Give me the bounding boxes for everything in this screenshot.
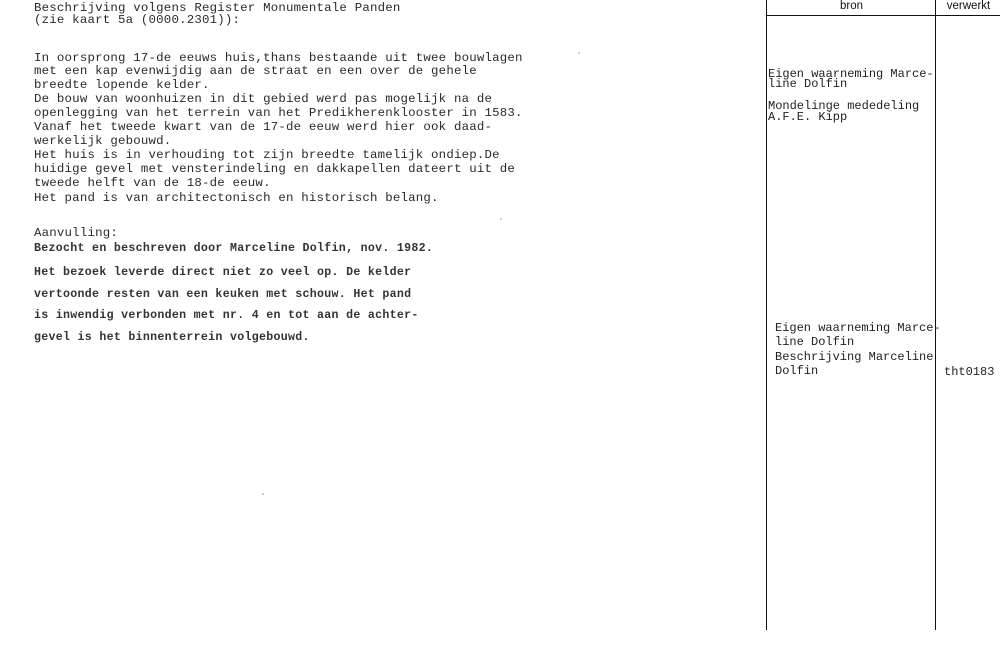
description-line: tweede helft van de 18-de eeuw.	[34, 176, 271, 190]
description-line: openlegging van het terrein van het Predikherenklooster in 1583.	[34, 106, 523, 120]
table-left-border	[766, 0, 767, 630]
description-line: werkelijk gebouwd.	[34, 134, 172, 148]
description-line: huidige gevel met vensterindeling en dakkapellen dateert uit de	[34, 162, 516, 176]
column-header-processed: verwerkt	[946, 0, 991, 12]
source-entry-2-line-1: Mondelinge mededeling	[768, 99, 920, 113]
description-line: De bouw van woonhuizen in dit gebied werd pas mogelijk na de	[34, 92, 493, 106]
description-heading-line-1: Beschrijving volgens Register Monumentale Panden	[34, 1, 401, 15]
addendum-line: Bezocht en beschreven door Marceline Dolfin, nov. 1982.	[34, 242, 434, 255]
source-entry-3-line-2: line Dolfin	[775, 335, 855, 349]
addendum-line: is inwendig verbonden met nr. 4 en tot aan de achter-	[34, 309, 419, 322]
description-line: met een kap evenwijdig aan de straat en een over de gehele	[34, 64, 477, 78]
addendum-title: Aanvulling:	[34, 226, 118, 240]
source-entry-3-line-1: Eigen waarneming Marce-	[775, 321, 941, 335]
description-line: Vanaf het tweede kwart van de 17-de eeuw werd hier ook daad-	[34, 120, 493, 134]
scan-speck	[500, 218, 502, 220]
source-entry-2-line-2: A.F.E. Kipp	[768, 110, 848, 124]
addendum-line: gevel is het binnenterrein volgebouwd.	[34, 331, 310, 344]
description-line: Het huis is in verhouding tot zijn breedte tamelijk ondiep.De	[34, 148, 500, 162]
source-entry-3-line-3: Beschrijving Marceline	[775, 350, 934, 364]
description-heading-line-2: (zie kaart 5a (0000.2301)):	[34, 13, 241, 27]
table-column-divider	[935, 0, 936, 630]
description-line: breedte lopende kelder.	[34, 78, 210, 92]
source-entry-3-line-4: Dolfin	[775, 364, 819, 378]
table-header-rule	[766, 15, 1000, 16]
description-line: In oorsprong 17-de eeuws huis,thans bestaande uit twee bouwlagen	[34, 51, 523, 65]
addendum-line: vertoonde resten van een keuken met schouw. Het pand	[34, 288, 412, 301]
description-line: Het pand is van architectonisch en historisch belang.	[34, 191, 439, 205]
addendum-line: Het bezoek leverde direct niet zo veel op. De kelder	[34, 266, 412, 279]
scan-speck	[578, 52, 580, 54]
source-entry-1-line-2: line Dolfin	[768, 77, 848, 91]
column-header-source: bron	[839, 0, 864, 12]
source-entry-1-line-1: Eigen waarneming Marce-	[768, 67, 934, 81]
processed-code: tht0183	[944, 365, 995, 379]
scan-speck	[262, 493, 264, 495]
